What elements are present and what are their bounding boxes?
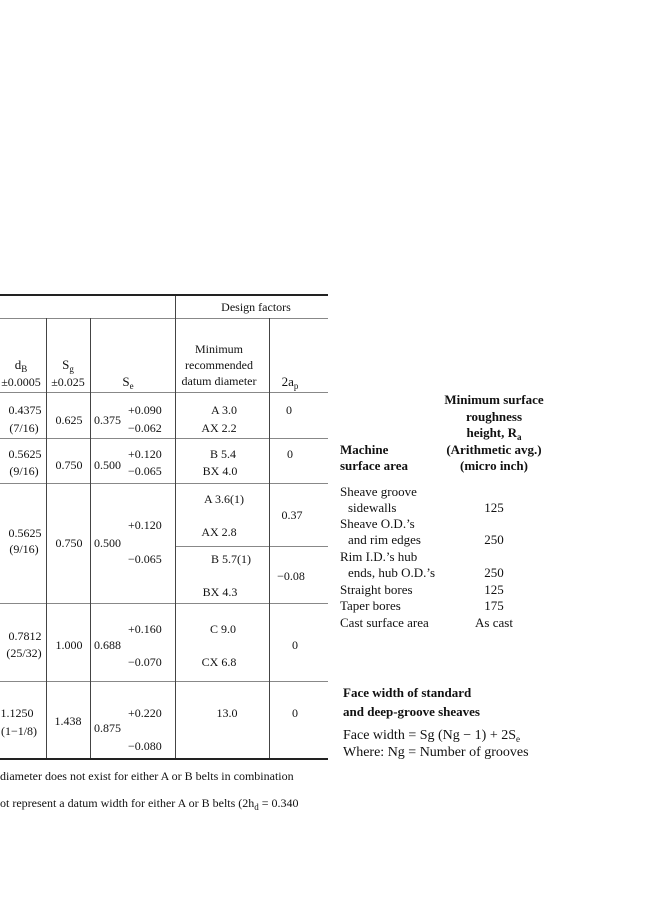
surface-item-1-value: 125: [484, 500, 504, 515]
row3-bottom-rule: [0, 603, 328, 604]
roughness-header-1: Minimum surface: [444, 392, 544, 407]
table-bottom-rule: [0, 758, 328, 760]
row5-db: 1.1250: [0, 706, 34, 720]
surface-item-4-line1: Straight bores: [340, 582, 413, 597]
row3-split-rule: [175, 546, 328, 547]
row3-ap2: −0.08: [277, 569, 305, 583]
surface-item-1-line2: sidewalls: [348, 500, 397, 515]
db-tolerance: ±0.0005: [1, 375, 41, 389]
row4-dia1: C 9.0: [209, 622, 237, 636]
row2-db: 0.5625: [8, 447, 42, 461]
surface-item-5-value: 175: [484, 598, 504, 613]
row4-bottom-rule: [0, 681, 328, 682]
row3-se: 0.500: [94, 536, 121, 550]
design-factors-header: Design factors: [221, 300, 291, 314]
col-rule-1: [46, 318, 47, 758]
row4-db-fraction: (25/32): [6, 646, 42, 660]
header-bottom-rule: [0, 392, 328, 393]
row2-dia2: BX 4.0: [202, 464, 238, 478]
roughness-header-2: roughness: [465, 409, 523, 424]
row5-dia1: 13.0: [216, 706, 238, 720]
table-top-rule: [0, 294, 328, 296]
surface-item-6-value: As cast: [475, 615, 513, 630]
col-rule-2: [90, 318, 91, 758]
row3-sg: 0.750: [55, 536, 83, 550]
row1-sg: 0.625: [55, 413, 83, 427]
design-factors-rule: [0, 318, 328, 319]
surface-item-4-value: 125: [484, 582, 504, 597]
face-width-title-2: and deep-groove sheaves: [343, 704, 480, 719]
row1-ap: 0: [286, 403, 292, 417]
machine-header-1: Machine: [340, 442, 389, 457]
se-header: $S_e$: [122, 374, 134, 391]
row5-tol-minus: −0.080: [128, 739, 162, 753]
col-rule-3: [175, 296, 176, 758]
face-width-formula: Face width = Sg $(Ng - 1) + 2S_e$: [343, 728, 521, 744]
row2-tol-plus: +0.120: [128, 447, 162, 461]
row3-db-fraction: (9/16): [9, 542, 39, 556]
surface-item-2-value: 250: [484, 532, 504, 547]
sg-header: $S_g$: [62, 357, 74, 374]
row1-se: 0.375: [94, 413, 121, 427]
roughness-header-4: (Arithmetic avg.): [446, 442, 542, 457]
row4-db: 0.7812: [8, 629, 42, 643]
row3-dia3: B 5.7(1): [211, 552, 251, 566]
roughness-header-3: height, $R_a$: [466, 425, 522, 442]
min-diameter-header-3: datum diameter: [181, 374, 257, 388]
surface-item-2-line1: Sheave O.D.’s: [340, 516, 415, 531]
surface-item-3-line2: ends, hub O.D.’s: [348, 565, 436, 580]
surface-item-3-line1: Rim I.D.’s hub: [340, 549, 418, 564]
row2-dia1: B 5.4: [209, 447, 237, 461]
row3-tol-minus: −0.065: [128, 552, 162, 566]
row2-ap: 0: [287, 447, 293, 461]
surface-item-1-line1: Sheave groove: [340, 484, 417, 499]
min-diameter-header-1: Minimum: [194, 342, 244, 356]
row1-tol-minus: −0.062: [128, 421, 162, 435]
footnote-1: diameter does not exist for either A or B belts in combination: [0, 769, 294, 783]
row2-bottom-rule: [0, 483, 328, 484]
row4-tol-plus: +0.160: [128, 622, 162, 636]
row3-ap1: 0.37: [281, 508, 303, 522]
row1-dia1: A 3.0: [210, 403, 238, 417]
min-diameter-header-2: recommended: [185, 358, 253, 372]
row3-dia4: BX 4.3: [202, 585, 238, 599]
roughness-header-5: (micro inch): [460, 458, 528, 473]
row3-db: 0.5625: [8, 526, 42, 540]
row2-tol-minus: −0.065: [128, 464, 162, 478]
face-width-where: Where: Ng = Number of grooves: [343, 745, 529, 760]
row3-dia1: A 3.6(1): [204, 492, 244, 506]
surface-item-2-line2: and rim edges: [348, 532, 421, 547]
row1-db: 0.4375: [8, 403, 42, 417]
face-width-title-1: Face width of standard: [343, 685, 472, 700]
row1-bottom-rule: [0, 438, 328, 439]
row1-tol-plus: +0.090: [128, 403, 162, 417]
surface-item-6-line1: Cast surface area: [340, 615, 429, 630]
row4-ap: 0: [292, 638, 298, 652]
ap-header: $2a_p$: [281, 374, 299, 391]
row5-se: 0.875: [94, 721, 121, 735]
col-rule-4: [269, 318, 270, 758]
row1-dia2: AX 2.2: [201, 421, 237, 435]
db-header: $d_B$: [14, 357, 28, 374]
row2-se: 0.500: [94, 458, 121, 472]
machine-header-2: surface area: [340, 458, 408, 473]
surface-item-3-value: 250: [484, 565, 504, 580]
footnote-2: ot represent a datum width for either A or B belts ($2h_d = 0.340$: [0, 796, 299, 812]
row5-db-fraction: (1−1/8): [0, 724, 38, 738]
row3-tol-plus: +0.120: [128, 518, 162, 532]
sg-tolerance: ±0.025: [51, 375, 85, 389]
surface-item-5-line1: Taper bores: [340, 598, 401, 613]
row4-dia2: CX 6.8: [201, 655, 237, 669]
row4-se: 0.688: [94, 638, 121, 652]
row2-sg: 0.750: [55, 458, 83, 472]
row4-sg: 1.000: [55, 638, 83, 652]
row3-dia2: AX 2.8: [201, 525, 237, 539]
row5-tol-plus: +0.220: [128, 706, 162, 720]
row4-tol-minus: −0.070: [128, 655, 162, 669]
row1-db-fraction: (7/16): [9, 421, 39, 435]
row2-db-fraction: (9/16): [9, 464, 39, 478]
row5-ap: 0: [292, 706, 298, 720]
row5-sg: 1.438: [54, 714, 82, 728]
